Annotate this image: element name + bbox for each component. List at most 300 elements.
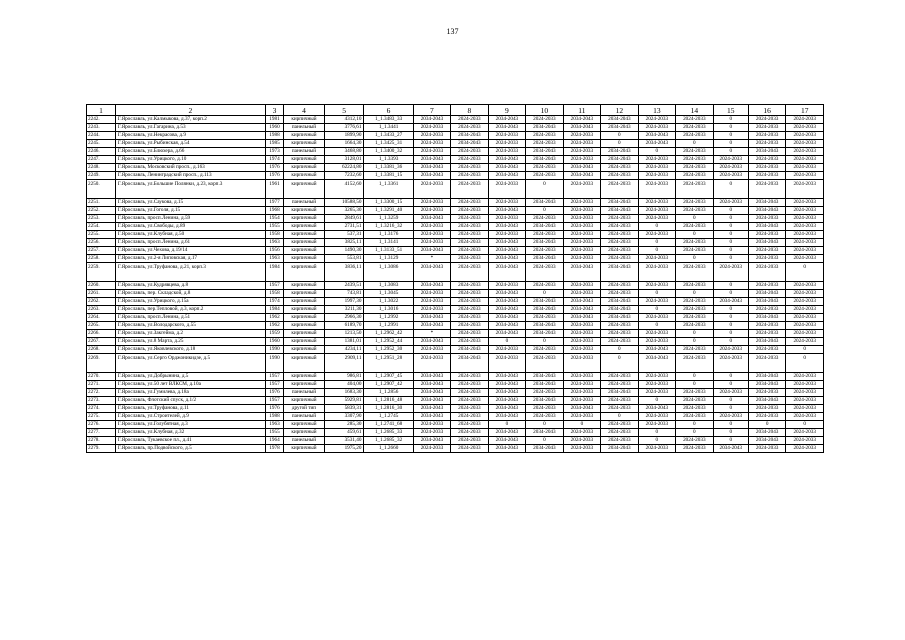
table-cell: 2024-2033: [786, 381, 824, 389]
table-cell: 3825,11: [324, 239, 364, 247]
table-cell: 1960: [265, 338, 283, 346]
table-cell: 2024-2033: [638, 231, 675, 239]
table-cell: 2024-2033: [451, 298, 488, 306]
table-cell: 2024-2033: [451, 180, 488, 199]
table-cell: 2034-2043: [526, 255, 563, 263]
table-cell: 2034-2043: [413, 338, 450, 346]
table-cell: 2024-2033: [563, 247, 600, 255]
table-cell: 2024-2033: [451, 373, 488, 381]
table-cell: Г.Ярославль, ул.Урицкого, д.10: [115, 156, 265, 164]
table-cell: 2024-2033: [676, 405, 713, 413]
table-cell: 1958: [265, 231, 283, 239]
table-cell: 2731,51: [324, 223, 364, 231]
table-cell: 2024-2033: [638, 255, 675, 263]
table-cell: 2034-2043: [526, 298, 563, 306]
table-cell: 2024-2033: [676, 223, 713, 231]
table-cell: 2024-2033: [748, 255, 785, 263]
table-row: [87, 346, 824, 354]
table-cell: 2034-2043: [488, 263, 525, 282]
table-cell: 2024-2033: [638, 421, 675, 429]
table-header-row: [87, 105, 824, 116]
table-cell: 2024-2033: [413, 231, 450, 239]
table-cell: *: [413, 255, 450, 263]
table-cell: 2253.: [87, 215, 116, 223]
column-header: 16: [748, 105, 785, 116]
table-cell: 1_1.3291_40: [364, 207, 413, 215]
table-cell: 2909,11: [324, 354, 364, 373]
table-cell: 0: [713, 132, 748, 140]
table-cell: 1990: [265, 354, 283, 373]
column-header: 13: [638, 105, 675, 116]
table-row: [87, 255, 824, 263]
table-cell: 2258.: [87, 255, 116, 263]
table-cell: 2034-2043: [488, 239, 525, 247]
table-cell: 2024-2033: [563, 215, 600, 223]
table-cell: 2024-2033: [676, 437, 713, 445]
table-cell: 0: [713, 290, 748, 298]
table-cell: 1_1.2962_42: [364, 330, 413, 338]
table-row: [87, 330, 824, 338]
table-cell: 2024-2033: [786, 247, 824, 255]
table-cell: 2278.: [87, 437, 116, 445]
table-cell: 2024-2033: [638, 413, 675, 421]
column-header: 5: [324, 105, 364, 116]
table-cell: 2024-2033: [413, 354, 450, 373]
table-cell: 2034-2043: [413, 389, 450, 397]
table-row: [87, 180, 824, 199]
table-cell: кирпичный: [284, 172, 325, 180]
table-cell: 1959: [265, 330, 283, 338]
table-cell: панельный: [284, 199, 325, 207]
table-cell: 0: [601, 354, 638, 373]
table-cell: кирпичный: [284, 330, 325, 338]
table-cell: 2024-2033: [488, 140, 525, 148]
table-cell: 1981: [265, 116, 283, 124]
table-cell: 2024-2033: [563, 223, 600, 231]
table-cell: 2024-2033: [526, 116, 563, 124]
table-cell: 1_1.3216_32: [364, 223, 413, 231]
table-cell: 0: [713, 180, 748, 199]
table-cell: 1962: [265, 322, 283, 330]
table-cell: 2024-2033: [638, 282, 675, 290]
table-cell: 2024-2033: [526, 231, 563, 239]
table-cell: 2024-2033: [451, 255, 488, 263]
table-cell: кирпичный: [284, 429, 325, 437]
table-row: [87, 164, 824, 172]
table-cell: 2024-2033: [676, 282, 713, 290]
table-cell: 2024-2033: [748, 247, 785, 255]
table-cell: 2024-2033: [676, 148, 713, 156]
table-cell: 1_1.3425_31: [364, 140, 413, 148]
table-cell: 5929,81: [324, 397, 364, 405]
table-cell: кирпичный: [284, 223, 325, 231]
table-cell: 0: [713, 421, 748, 429]
table-cell: 2024-2033: [601, 282, 638, 290]
table-cell: 2024-2033: [413, 207, 450, 215]
table-cell: кирпичный: [284, 215, 325, 223]
table-cell: 2024-2033: [563, 322, 600, 330]
table-cell: 2034-2043: [748, 290, 785, 298]
table-cell: 0: [713, 215, 748, 223]
table-cell: 2034-2043: [413, 247, 450, 255]
table-cell: Г.Ярославль, ул.Голубятная, д.3: [115, 421, 265, 429]
table-row: [87, 199, 824, 207]
table-cell: 2024-2033: [526, 405, 563, 413]
table-cell: 2034-2043: [748, 199, 785, 207]
table-cell: 1683,30: [324, 389, 364, 397]
table-cell: 2248.: [87, 164, 116, 172]
table-cell: 2034-2043: [526, 223, 563, 231]
table-row: [87, 429, 824, 437]
table-cell: 2024-2033: [563, 346, 600, 354]
table-cell: 1_1.2952_44: [364, 338, 413, 346]
table-cell: 1957: [265, 282, 283, 290]
table-cell: 1_1.3016: [364, 306, 413, 314]
table-cell: 2024-2033: [638, 124, 675, 132]
table-cell: 2034-2043: [413, 381, 450, 389]
table-cell: 0: [526, 207, 563, 215]
table-cell: 2269.: [87, 354, 116, 373]
table-cell: 2024-2033: [748, 306, 785, 314]
table-cell: Г.Ярославль, ул.2-я Липовская, д.17: [115, 255, 265, 263]
table-cell: Г.Ярославль, пер. Складской, д.8: [115, 290, 265, 298]
table-cell: 2034-2043: [563, 314, 600, 322]
table-cell: 2024-2033: [488, 282, 525, 290]
table-cell: кирпичный: [284, 445, 325, 453]
table-cell: 0: [676, 330, 713, 338]
table-cell: 2272.: [87, 389, 116, 397]
column-header: 11: [563, 105, 600, 116]
table-cell: 2024-2033: [526, 132, 563, 140]
table-cell: 2034-2043: [488, 381, 525, 389]
table-cell: 0: [713, 338, 748, 346]
table-cell: 0: [488, 338, 525, 346]
table-cell: 2034-2043: [601, 156, 638, 164]
table-cell: 0: [713, 247, 748, 255]
table-cell: 1988: [265, 413, 283, 421]
table-cell: 2034-2043: [748, 239, 785, 247]
table-cell: 2034-2043: [488, 373, 525, 381]
table-cell: 2024-2033: [488, 148, 525, 156]
table-cell: 1954: [265, 215, 283, 223]
table-cell: 1997,30: [324, 298, 364, 306]
table-cell: 2024-2033: [601, 290, 638, 298]
table-cell: Г.Ярославль, ул.Блюхера, д.66: [115, 148, 265, 156]
table-cell: 1_1.3483_33: [364, 116, 413, 124]
table-cell: 2034-2043: [488, 207, 525, 215]
table-cell: 2439,51: [324, 282, 364, 290]
table-cell: 0: [713, 207, 748, 215]
table-cell: 1664,30: [324, 140, 364, 148]
table-cell: 2024-2033: [786, 330, 824, 338]
table-cell: 2034-2043: [748, 338, 785, 346]
table-cell: 2024-2033: [638, 445, 675, 453]
table-cell: 2024-2033: [676, 156, 713, 164]
table-cell: 2249.: [87, 172, 116, 180]
table-cell: 0: [676, 215, 713, 223]
table-cell: 0: [713, 373, 748, 381]
table-cell: 2034-2043: [451, 140, 488, 148]
table-cell: 2034-2043: [413, 373, 450, 381]
register-table: [86, 104, 824, 453]
table-cell: Г.Ярославль, ул.Закгейма, д.2: [115, 330, 265, 338]
table-cell: Г.Ярославль, Тукаевское пл., д.41: [115, 437, 265, 445]
table-cell: 1976: [265, 405, 283, 413]
table-cell: 2024-2033: [786, 389, 824, 397]
table-cell: 1_1.2951_28: [364, 354, 413, 373]
table-cell: 2024-2033: [488, 180, 525, 199]
table-cell: 2271.: [87, 381, 116, 389]
table-cell: 2034-2043: [413, 437, 450, 445]
table-cell: 2024-2033: [451, 247, 488, 255]
table-cell: 2034-2043: [601, 306, 638, 314]
table-cell: 2252.: [87, 207, 116, 215]
table-cell: кирпичный: [284, 397, 325, 405]
table-cell: 0: [713, 429, 748, 437]
table-cell: 2034-2043: [488, 429, 525, 437]
table-cell: 5839,31: [324, 405, 364, 413]
table-cell: 2024-2033: [601, 164, 638, 172]
table-cell: 2024-2033: [601, 338, 638, 346]
table-cell: 1963: [265, 255, 283, 263]
table-cell: кирпичный: [284, 180, 325, 199]
table-row: [87, 389, 824, 397]
table-cell: 2024-2033: [748, 354, 785, 373]
table-cell: 1988: [265, 132, 283, 140]
table-cell: 2034-2043: [563, 298, 600, 306]
table-cell: Г.Ярославль, пер.Тепловой, д.3, корп.2: [115, 306, 265, 314]
table-cell: 2024-2033: [526, 164, 563, 172]
page-number: 137: [446, 27, 459, 36]
table-cell: 1985: [265, 140, 283, 148]
table-cell: 4234,11: [324, 346, 364, 354]
table-cell: 2034-2043: [413, 215, 450, 223]
table-cell: 3468,80: [324, 148, 364, 156]
table-cell: 0: [786, 354, 824, 373]
table-cell: панельный: [284, 389, 325, 397]
table-cell: 2034-2043: [748, 397, 785, 405]
table-cell: 1990: [265, 346, 283, 354]
table-cell: 2034-2043: [713, 445, 748, 453]
table-cell: 2024-2033: [713, 172, 748, 180]
table-cell: кирпичный: [284, 156, 325, 164]
table-cell: 2024-2033: [638, 381, 675, 389]
table-cell: 0: [526, 437, 563, 445]
table-cell: 2259.: [87, 263, 116, 282]
table-cell: кирпичный: [284, 346, 325, 354]
table-cell: 2024-2033: [676, 116, 713, 124]
table-cell: 1955: [265, 429, 283, 437]
table-cell: Г.Ярославль, ул.Свободы, д.89: [115, 223, 265, 231]
table-cell: 2024-2033: [786, 172, 824, 180]
table-cell: 1_1.2745: [364, 413, 413, 421]
table-cell: 2024-2033: [563, 231, 600, 239]
table-cell: Г.Ярославль, ул.Труфанова, д.21, корп.3: [115, 263, 265, 282]
table-cell: 459,61: [324, 429, 364, 437]
table-cell: 1_1.2992: [364, 314, 413, 322]
table-cell: 2024-2033: [526, 314, 563, 322]
table-cell: 2024-2033: [413, 124, 450, 132]
table-cell: 2034-2043: [748, 207, 785, 215]
table-cell: 2034-2043: [748, 429, 785, 437]
table-row: [87, 215, 824, 223]
table-cell: 2024-2033: [451, 397, 488, 405]
table-cell: 2024-2033: [601, 215, 638, 223]
table-cell: 2024-2033: [786, 290, 824, 298]
table-cell: 1978: [265, 445, 283, 453]
table-row: [87, 437, 824, 445]
table-cell: 0: [601, 132, 638, 140]
table-cell: 2270.: [87, 373, 116, 381]
table-cell: 2034-2043: [451, 346, 488, 354]
table-cell: кирпичный: [284, 322, 325, 330]
table-cell: Г.Ярославль, ул.Строителей, д.9: [115, 413, 265, 421]
table-cell: 2024-2033: [526, 140, 563, 148]
table-cell: 1_1.3381_15: [364, 172, 413, 180]
table-cell: 2034-2043: [601, 263, 638, 282]
table-cell: 2024-2033: [748, 346, 785, 354]
table-cell: Г.Ярославль, ул.Труфанова, д.11: [115, 405, 265, 413]
table-cell: 2024-2033: [563, 338, 600, 346]
table-cell: 0: [713, 231, 748, 239]
table-cell: 1_1.2660: [364, 445, 413, 453]
table-cell: 2849,61: [324, 215, 364, 223]
table-cell: 2024-2033: [526, 354, 563, 373]
table-cell: 2264.: [87, 314, 116, 322]
table-cell: Г.Ярославль, Московский просп., д.163: [115, 164, 265, 172]
table-cell: 2024-2033: [563, 354, 600, 373]
table-cell: 2024-2033: [786, 373, 824, 381]
table-cell: Г.Ярославль, ул.Большие Полянки, д.23, корп.3: [115, 180, 265, 199]
table-cell: 2255.: [87, 231, 116, 239]
table-cell: 2024-2033: [676, 247, 713, 255]
table-cell: Г.Ярославль, ул.Клубная, д.50: [115, 231, 265, 239]
table-row: [87, 282, 824, 290]
table-cell: 2024-2033: [451, 306, 488, 314]
table-row: [87, 306, 824, 314]
table-cell: 2024-2033: [413, 429, 450, 437]
table-cell: 2966,30: [324, 314, 364, 322]
table-cell: 0: [713, 397, 748, 405]
table-cell: 1_1.2907_45: [364, 373, 413, 381]
table-cell: 2024-2033: [488, 215, 525, 223]
table-cell: 0: [713, 405, 748, 413]
table-cell: 2024-2033: [563, 282, 600, 290]
table-cell: 2024-2033: [748, 405, 785, 413]
table-row: [87, 140, 824, 148]
table-cell: 2024-2033: [563, 148, 600, 156]
table-cell: 1_1.3176: [364, 231, 413, 239]
table-cell: 2024-2033: [451, 239, 488, 247]
table-cell: 2279.: [87, 445, 116, 453]
table-cell: Г.Ярославль, ул.Добрынина, д.5: [115, 373, 265, 381]
table-cell: 2247.: [87, 156, 116, 164]
table-cell: 3265,30: [324, 207, 364, 215]
table-cell: 0: [638, 290, 675, 298]
table-cell: 2024-2033: [676, 354, 713, 373]
table-cell: 1_1.3083: [364, 282, 413, 290]
table-cell: 2024-2033: [563, 207, 600, 215]
table-cell: 1962: [265, 314, 283, 322]
table-cell: 0: [713, 437, 748, 445]
table-cell: 2024-2033: [676, 346, 713, 354]
table-cell: 2274.: [87, 405, 116, 413]
table-cell: Г.Ярославль, ул.Серго Орджоникидзе, д.5: [115, 354, 265, 373]
table-cell: 2024-2033: [786, 397, 824, 405]
table-cell: 1_1.3129: [364, 255, 413, 263]
table-cell: 2024-2033: [676, 306, 713, 314]
table-cell: 1899,90: [324, 132, 364, 140]
table-cell: 2034-2043: [488, 298, 525, 306]
table-cell: 2024-2033: [748, 132, 785, 140]
table-cell: Г.Ярославль, ул.Некрасова, д.9: [115, 132, 265, 140]
table-cell: 1_1.3022: [364, 298, 413, 306]
table-cell: 2024-2033: [601, 247, 638, 255]
table-cell: 2024-2033: [676, 207, 713, 215]
table-cell: *: [413, 330, 450, 338]
table-cell: 2024-2033: [413, 199, 450, 207]
table-cell: 2024-2033: [413, 140, 450, 148]
table-cell: 2024-2033: [451, 405, 488, 413]
table-cell: Г.Ярославль, ул.Володарского, д.55: [115, 322, 265, 330]
table-row: [87, 124, 824, 132]
table-row: [87, 263, 824, 282]
table-cell: 1_1.3381_36: [364, 164, 413, 172]
table-cell: 2034-2043: [488, 437, 525, 445]
table-cell: 0: [638, 223, 675, 231]
table-row: [87, 445, 824, 453]
table-cell: 2024-2033: [526, 172, 563, 180]
table-row: [87, 247, 824, 255]
table-cell: 2024-2033: [451, 290, 488, 298]
table-cell: 0: [748, 421, 785, 429]
table-cell: 2263.: [87, 306, 116, 314]
table-cell: 0: [713, 381, 748, 389]
table-cell: 2024-2033: [786, 164, 824, 172]
table-cell: 2024-2033: [676, 322, 713, 330]
table-cell: 2034-2043: [638, 346, 675, 354]
table-cell: 2034-2043: [526, 306, 563, 314]
table-cell: 10588,50: [324, 199, 364, 207]
table-cell: 3211,30: [324, 306, 364, 314]
table-cell: 2024-2033: [786, 116, 824, 124]
column-header: 3: [265, 105, 283, 116]
table-cell: 2024-2033: [451, 164, 488, 172]
table-cell: 2034-2043: [413, 282, 450, 290]
table-cell: 0: [713, 330, 748, 338]
table-cell: 0: [638, 429, 675, 437]
table-cell: Г.Ярославль, ул.Гоголя, д.15: [115, 207, 265, 215]
table-row: [87, 156, 824, 164]
table-cell: 2034-2043: [413, 164, 450, 172]
table-cell: 1_1.2991: [364, 322, 413, 330]
table-cell: 3128,01: [324, 156, 364, 164]
table-cell: 2024-2033: [748, 263, 785, 282]
table-cell: 2024-2033: [601, 429, 638, 437]
table-cell: 2257.: [87, 247, 116, 255]
table-cell: 0: [676, 290, 713, 298]
table-cell: 2024-2033: [638, 207, 675, 215]
table-cell: 1976: [265, 164, 283, 172]
table-cell: 2034-2043: [748, 381, 785, 389]
table-cell: 2024-2033: [563, 180, 600, 199]
table-cell: 2024-2033: [413, 239, 450, 247]
table-cell: 2024-2033: [601, 223, 638, 231]
table-cell: 2034-2043: [563, 172, 600, 180]
table-cell: 2024-2033: [488, 231, 525, 239]
table-cell: Г.Ярославль, просп.Ленина, д.51: [115, 314, 265, 322]
table-cell: 1973: [265, 148, 283, 156]
